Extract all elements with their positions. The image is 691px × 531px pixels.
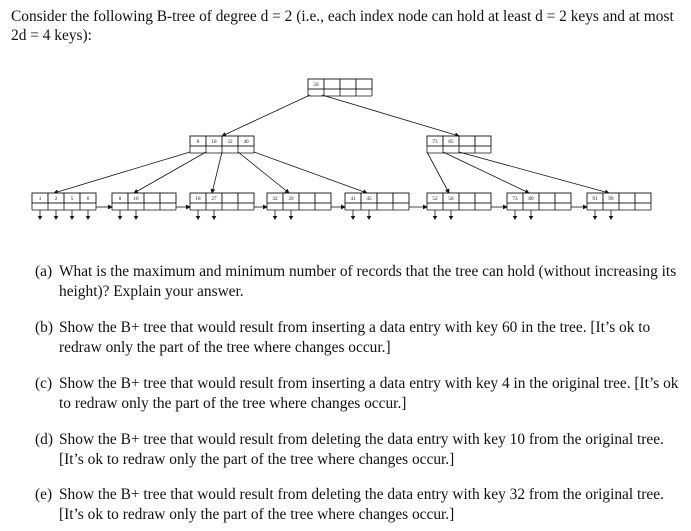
key-label: 32 — [272, 196, 278, 203]
question-text: Show the B+ tree that would result from deleting the data entry with key 32 from the original tree. [It’s ok to redraw only the part of the tree where changes occur.] — [59, 486, 664, 523]
record-pointer-arrow-icon — [54, 216, 59, 220]
question-c — [35, 374, 680, 413]
key-label: 8 — [196, 139, 200, 146]
child-pointer-edge — [459, 152, 609, 193]
key-label: 32 — [227, 139, 233, 146]
key-label: 10 — [133, 196, 139, 203]
key-label: 2 — [54, 196, 58, 203]
leaf-node — [345, 193, 409, 220]
key-cell — [555, 193, 571, 203]
key-cell — [475, 136, 491, 146]
record-pointer-arrow-icon — [118, 216, 123, 220]
key-label: 99 — [608, 196, 614, 203]
leaf-node — [507, 193, 571, 220]
key-label: 8 — [118, 196, 122, 203]
question-label: (c) — [35, 375, 53, 392]
leaf-node — [112, 193, 176, 220]
key-label: 73 — [512, 196, 518, 203]
key-cell — [539, 193, 555, 203]
key-label: 1 — [38, 196, 42, 203]
key-cell — [459, 193, 475, 203]
key-label: 18 — [195, 196, 201, 203]
key-label: 85 — [448, 139, 454, 146]
key-cell — [222, 193, 238, 203]
key-label: 91 — [592, 196, 598, 203]
key-cell — [144, 193, 160, 203]
question-label: (b) — [35, 319, 53, 336]
record-pointer-arrow-icon — [593, 216, 598, 220]
root-node — [308, 79, 372, 96]
leaf-node — [587, 193, 651, 220]
key-label: 58 — [448, 196, 454, 203]
record-pointer-arrow-icon — [273, 216, 278, 220]
internal-node — [190, 136, 254, 153]
key-cell — [635, 193, 651, 203]
child-pointer-edge — [222, 95, 310, 136]
question-label: (d) — [35, 431, 53, 448]
record-pointer-arrow-icon — [196, 216, 201, 220]
key-label: 73 — [432, 139, 438, 146]
question-e — [35, 485, 680, 524]
key-cell — [238, 193, 254, 203]
record-pointer-arrow-icon — [367, 216, 372, 220]
key-cell — [377, 193, 393, 203]
question-label: (e) — [35, 486, 53, 503]
key-label: 50 — [313, 82, 319, 89]
key-label: 80 — [528, 196, 534, 203]
record-pointer-arrow-icon — [70, 216, 75, 220]
key-cell — [160, 193, 176, 203]
record-pointer-arrow-icon — [86, 216, 91, 220]
record-pointer-arrow-icon — [609, 216, 614, 220]
question-d — [35, 430, 680, 469]
record-pointer-arrow-icon — [433, 216, 438, 220]
leaf-node — [32, 193, 96, 220]
key-cell — [324, 79, 340, 89]
question-text: What is the maximum and minimum number of records that the tree can hold (without increasing its height)? Explain your answer. — [59, 263, 677, 300]
key-label: 45 — [366, 196, 372, 203]
key-cell — [475, 193, 491, 203]
record-pointer-arrow-icon — [529, 216, 534, 220]
question-b — [35, 318, 680, 357]
child-pointer-edge — [254, 152, 367, 193]
leaf-node — [267, 193, 331, 220]
record-pointer-arrow-icon — [449, 216, 454, 220]
key-label: 39 — [288, 196, 294, 203]
record-pointer-arrow-icon — [351, 216, 356, 220]
key-cell — [340, 79, 356, 89]
record-pointer-arrow-icon — [134, 216, 139, 220]
question-a — [35, 262, 680, 301]
internal-node — [427, 136, 491, 153]
question-text: Show the B+ tree that would result from deleting the data entry with key 10 from the original tree. [It’s ok to redraw only the part of the tree where changes occur.] — [59, 431, 664, 468]
key-cell — [356, 79, 372, 89]
btree-diagram — [0, 0, 691, 250]
leaf-node — [190, 193, 254, 220]
child-pointer-edge — [212, 152, 222, 193]
key-cell — [315, 193, 331, 203]
key-label: 5 — [70, 196, 74, 203]
child-pointer-edge — [427, 152, 449, 193]
key-label: 6 — [86, 196, 90, 203]
record-pointer-arrow-icon — [212, 216, 217, 220]
key-cell — [393, 193, 409, 203]
problem-intro: Consider the following B-tree of degree d = 2 (i.e., each index node can hold at least d = 2 keys and at most 2d = 4 keys): — [11, 8, 674, 44]
record-pointer-arrow-icon — [513, 216, 518, 220]
key-cell — [459, 136, 475, 146]
question-text: Show the B+ tree that would result from inserting a data entry with key 4 in the original tree. [It’s ok to redraw only the part of the tree where changes occur.] — [59, 375, 679, 412]
key-cell — [299, 193, 315, 203]
key-cell — [619, 193, 635, 203]
key-label: 41 — [350, 196, 356, 203]
key-label: 52 — [432, 196, 438, 203]
record-pointer-arrow-icon — [289, 216, 294, 220]
record-pointer-arrow-icon — [38, 216, 43, 220]
child-pointer-edge — [322, 95, 459, 136]
leaf-node — [427, 193, 491, 220]
question-label: (a) — [35, 263, 53, 280]
key-label: 40 — [243, 139, 249, 146]
child-pointer-edge — [443, 152, 529, 193]
key-label: 18 — [211, 139, 217, 146]
question-text: Show the B+ tree that would result from inserting a data entry with key 60 in the tree. [It’s ok to redraw only the part of the tree where changes occur.] — [59, 319, 651, 356]
key-label: 27 — [211, 196, 217, 203]
child-pointer-edge — [238, 152, 289, 193]
